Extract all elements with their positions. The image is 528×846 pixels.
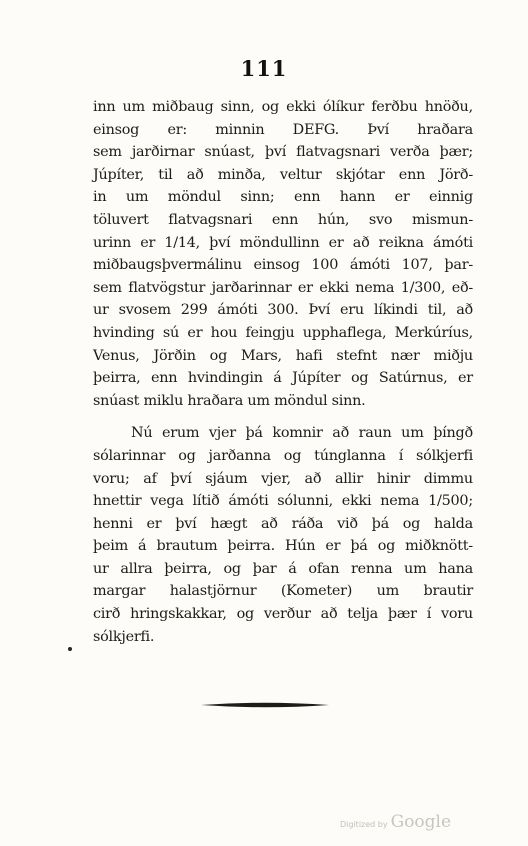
- text-line: cirð hringskakkar, og verður að telja þær í voru: [93, 606, 473, 623]
- text-line: henni er því hægt að ráða við þá og halda: [93, 515, 473, 532]
- text-line: sólarinnar og jarðanna og túnglanna í sólkjerfi: [93, 447, 473, 464]
- text-line: hnettir vega lítið ámóti sólunni, ekki nema 1/500;: [93, 493, 473, 510]
- body-text: [93, 96, 473, 648]
- text-line: hvinding sú er hou feingju upphaflega, Merkúríus,: [93, 324, 473, 341]
- text-line: in um möndul sinn; enn hann er einnig: [93, 189, 473, 206]
- watermark-logo: Google: [390, 812, 452, 832]
- text-line: Venus, Jörðin og Mars, hafi stefnt nær miðju: [93, 347, 473, 364]
- watermark-prefix: Digitized by: [340, 820, 388, 829]
- ink-spot: [68, 647, 72, 651]
- text-line: þeirra, enn hvindingin á Júpíter og Satúrnus, er: [93, 370, 473, 387]
- paragraph-1: [93, 96, 473, 412]
- text-line: töluvert flatvagsnari enn hún, svo mismun-: [93, 211, 473, 228]
- text-line: miðbaugsþvermálinu einsog 100 ámóti 107, þar-: [93, 257, 473, 274]
- text-line: urinn er 1/14, því möndullinn er að reikna ámóti: [93, 234, 473, 251]
- text-line: margar halastjörnur (Kometer) um brautir: [93, 583, 473, 600]
- digitization-watermark: [340, 812, 451, 832]
- page-number: 111: [240, 56, 288, 81]
- ornamental-rule: [199, 699, 331, 711]
- text-line: voru; af því sjáum vjer, að allir hinir dimmu: [93, 470, 473, 487]
- text-line: Júpíter, til að minða, veltur skjótar enn Jörð-: [93, 166, 473, 183]
- text-line: sem jarðirnar snúast, því flatvagsnari verða þær;: [93, 144, 473, 161]
- text-line: snúast miklu hraðara um möndul sinn.: [93, 392, 366, 409]
- text-line: inn um miðbaug sinn, og ekki ólíkur ferðbu hnöðu,: [93, 99, 473, 115]
- text-line: Nú erum vjer þá komnir að raun um þíngð: [131, 425, 473, 442]
- text-line: ur allra þeirra, og þar á ofan renna um hana: [93, 560, 473, 577]
- text-line: ur svosem 299 ámóti 300. Því eru líkindi til, að: [93, 302, 473, 319]
- text-line: þeim á brautum þeirra. Hún er þá og miðknött-: [93, 538, 473, 555]
- text-line: einsog er: minnin DEFG. Því hraðara: [93, 121, 473, 138]
- paragraph-2: [93, 422, 473, 648]
- text-line: sólkjerfi.: [93, 628, 155, 645]
- text-line: sem flatvögstur jarðarinnar er ekki nema 1/300, eð-: [93, 279, 473, 296]
